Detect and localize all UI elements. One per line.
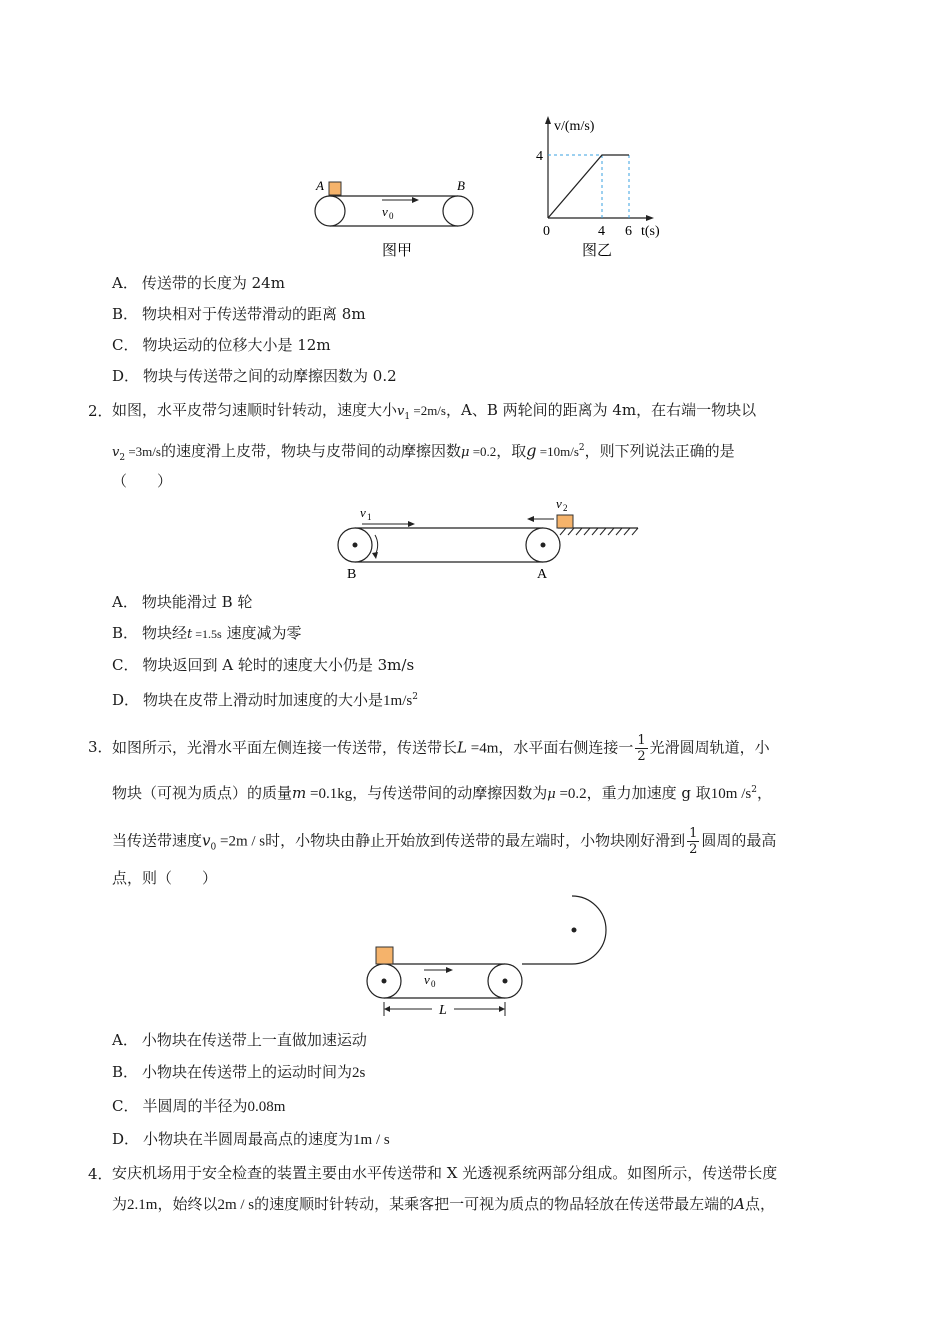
tick-0: 0	[543, 224, 550, 239]
q1-option-c: C． 物块运动的位移大小是 12m	[112, 336, 331, 354]
figure-q3-belt-track	[360, 892, 620, 1022]
q3-option-c: C． 半圆周的半径为0.08m	[112, 1097, 286, 1115]
q2-number: 2．	[88, 402, 113, 420]
fig-v0-sub: 0	[431, 979, 436, 989]
q2-paren: （ ）	[112, 472, 173, 490]
v0-sub: 0	[389, 211, 394, 221]
figure-q1-conveyor	[300, 170, 490, 265]
caption-jia: 图甲	[382, 243, 413, 259]
q4-stem-line2: 为2.1m，始终以2m / s的速度顺时针转动，某乘客把一可视为质点的物品轻放在传送带最左端的A点，	[112, 1195, 776, 1213]
q3-stem-line1: 如图所示，光滑水平面左侧连接一传送带，传送带长L =4m，水平面右侧连接一 $\frac{1}{2}$ 光滑圆周轨道，小	[112, 733, 770, 764]
fig-wheel-b: B	[347, 567, 357, 582]
graph-ylabel: v/(m/s)	[554, 119, 595, 134]
q2-option-c: C． 物块返回到 A 轮时的速度大小仍是 3m/s	[112, 656, 415, 674]
graph-xlabel: t(s)	[641, 224, 660, 239]
q3-number: 3．	[88, 738, 113, 756]
fig-l: L	[439, 1003, 447, 1018]
block-icon	[557, 515, 573, 528]
fig-v1: v	[360, 505, 366, 520]
q1-option-b: B． 物块相对于传送带滑动的距离 8m	[112, 305, 366, 323]
v0-label: v	[382, 204, 388, 219]
figure-q2-belt	[320, 495, 650, 585]
q4-number: 4．	[88, 1165, 113, 1183]
fig-v0: v	[424, 972, 430, 987]
fraction-half-2: $\frac{1}{2}$	[689, 826, 698, 857]
label-b: B	[457, 178, 465, 193]
q3-stem-line4: 点，则（ ）	[112, 869, 218, 887]
fig-wheel-a: A	[537, 567, 548, 582]
tick-y4: 4	[536, 149, 543, 164]
q3-stem-line2: 物块（可视为质点）的质量m =0.1kg，与传送带间的动摩擦因数为μ =0.2，重力加速度 g 取10m $/s^2$，	[112, 784, 772, 802]
figure-q1-vt-graph	[530, 112, 675, 262]
label-a: A	[316, 178, 324, 193]
q1-option-d: D． 物块与传送带之间的动摩擦因数为 0.2	[112, 367, 397, 385]
q3-option-b: B． 小物块在传送带上的运动时间为2s	[112, 1063, 366, 1081]
fraction-half: $\frac{1}{2}$	[637, 733, 646, 764]
q2-option-d: D． 物块在皮带上滑动时加速度的大小是$1m/s^2$	[112, 691, 418, 709]
fig-v2: v	[556, 496, 562, 511]
q3-stem-line3: 当传送带速度$v_0 =2m / s$时，小物块由静止开始放到传送带的最左端时，小物块刚好滑到 $\frac{1}{2}$ 圆周的最高	[112, 826, 777, 857]
q4-stem-line1: 安庆机场用于安全检查的装置主要由水平传送带和 X 光透视系统两部分组成。如图所示，传送带长度	[112, 1164, 778, 1182]
fig-v1-sub: 1	[367, 512, 372, 522]
block-icon	[376, 947, 393, 964]
fig-v2-sub: 2	[563, 503, 568, 513]
q3-option-d: D． 小物块在半圆周最高点的速度为1m / s	[112, 1130, 390, 1148]
block-icon	[329, 182, 341, 195]
q2-option-b: B． 物块经t =1.5s 速度减为零	[112, 624, 302, 642]
q1-option-a: A． 传送带的长度为 24m	[112, 274, 285, 292]
q2-stem-line2: $v_2 =3m/s$的速度滑上皮带，物块与皮带间的动摩擦因数μ =0.2，取$g =10m/s^2$，则下列说法正确的是	[112, 441, 735, 463]
tick-x6: 6	[625, 224, 632, 239]
tick-x4: 4	[598, 224, 605, 239]
q2-option-a: A． 物块能滑过 B 轮	[112, 593, 253, 611]
caption-yi: 图乙	[582, 243, 613, 259]
q2-stem-line1: 如图，水平皮带匀速顺时针转动，速度大小$v_1 =2m/s$，A、B 两轮间的距离为 4m，在右端一物块以	[112, 401, 757, 422]
q3-option-a: A． 小物块在传送带上一直做加速运动	[112, 1031, 367, 1049]
